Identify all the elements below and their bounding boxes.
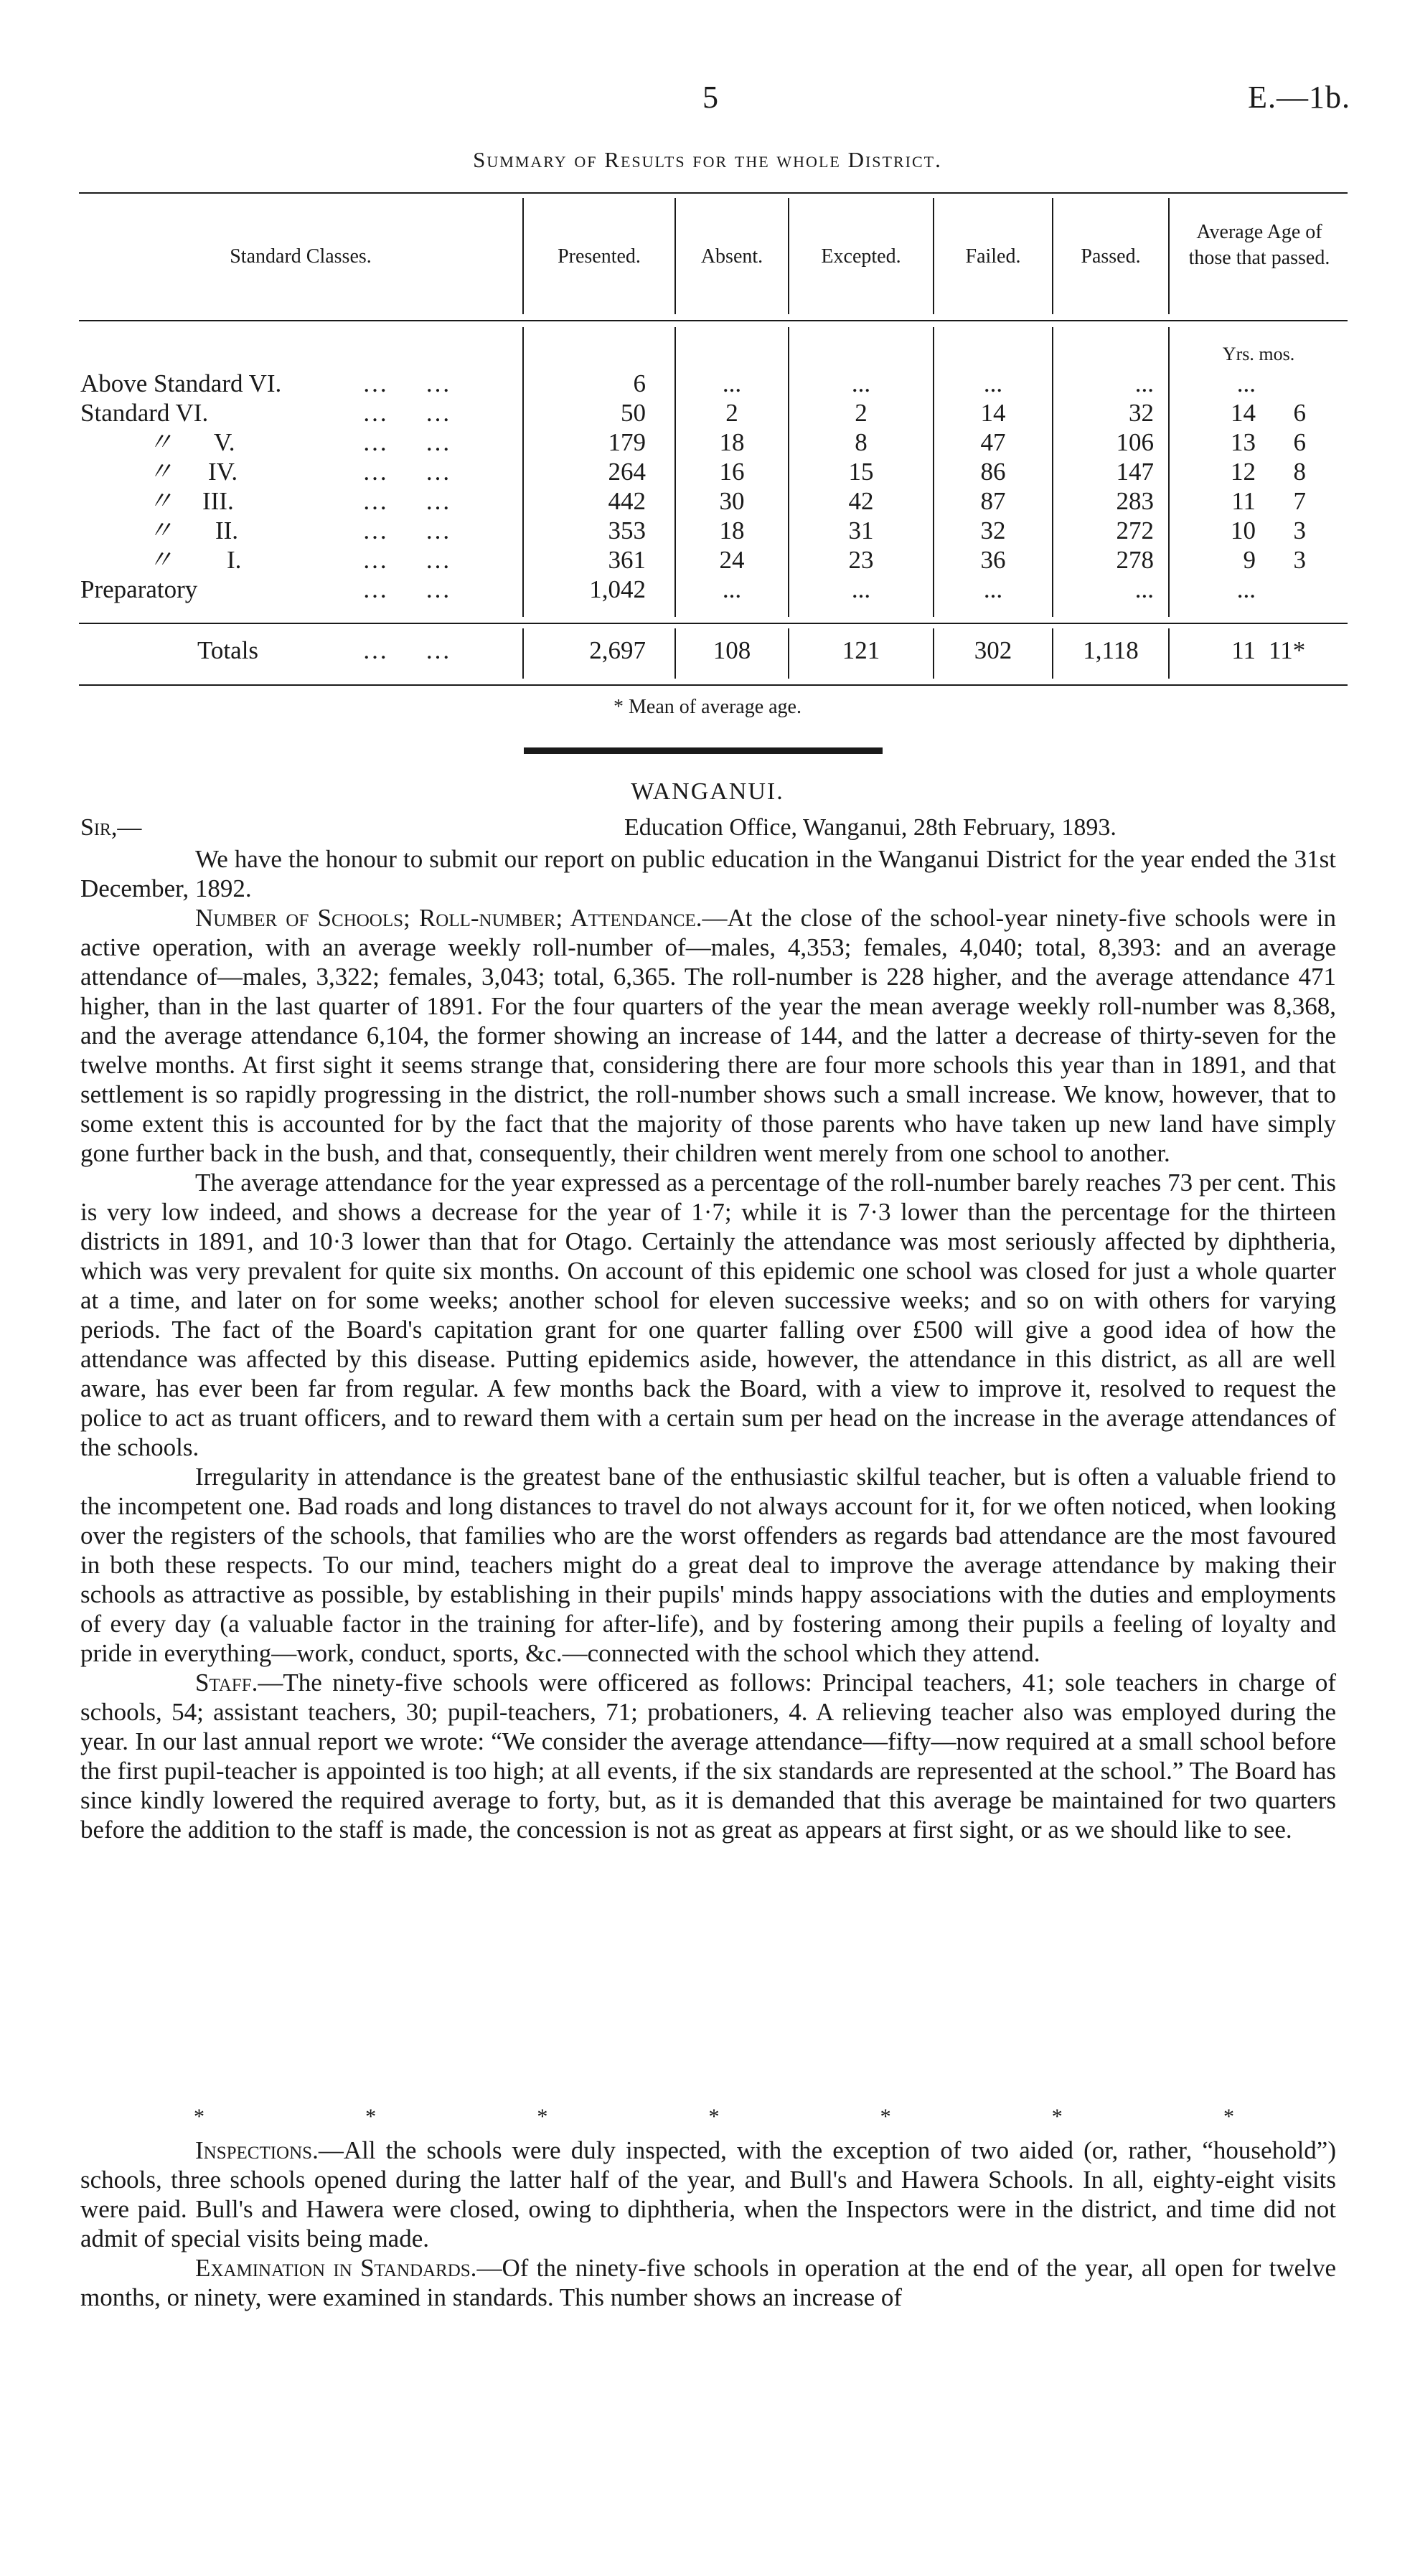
cell-age-years: 12: [1231, 458, 1256, 486]
paragraph-heading: Staff.: [195, 1669, 258, 1697]
col-header-presented: Presented.: [558, 245, 641, 268]
cell-absent: 30: [719, 487, 745, 515]
cell-absent: 24: [719, 546, 745, 574]
leader-dots: … …: [362, 516, 451, 544]
col-divider: [1168, 628, 1170, 679]
cell-age-years: 13: [1231, 428, 1256, 456]
cell-age-years: 9: [1243, 546, 1256, 574]
cell-age-years: 11: [1231, 487, 1256, 515]
table-title: Summary of Results for the whole District.: [473, 147, 942, 172]
paragraph-heading: Examination in Standards.: [195, 2254, 477, 2282]
cell-failed: ...: [983, 575, 1003, 603]
salutation: Sir,—: [80, 814, 142, 841]
cell-passed: 32: [1129, 399, 1154, 427]
leader-dots: … …: [362, 369, 451, 397]
total-excepted: 121: [842, 636, 880, 664]
cell-age-years: 10: [1231, 516, 1256, 544]
cell-passed: 106: [1116, 428, 1154, 456]
cell-absent: 18: [719, 428, 745, 456]
cell-age-years: ...: [1236, 369, 1256, 397]
header-rule: [79, 320, 1348, 321]
col-header-passed: Passed.: [1081, 245, 1141, 268]
cell-excepted: 42: [848, 487, 874, 515]
cell-passed: ...: [1134, 369, 1154, 397]
section-heading: WANGANUI.: [631, 778, 784, 805]
cell-absent: ...: [722, 575, 742, 603]
cell-presented: 264: [608, 458, 646, 486]
units-label: Yrs. mos.: [1222, 344, 1295, 364]
row-label: Standard VI.: [80, 399, 209, 427]
leader-dots: … …: [362, 575, 451, 603]
cell-passed: 147: [1116, 458, 1154, 486]
leader-dots: … …: [362, 636, 451, 664]
total-age-months: 11*: [1269, 636, 1306, 664]
dateline: Education Office, Wanganui, 28th February, 1893.: [624, 814, 1117, 841]
cell-absent: 18: [719, 516, 745, 544]
leader-dots: … …: [362, 458, 451, 486]
omission-stars: * * * * * * *: [194, 2105, 1234, 2128]
paragraph-examination: Examination in Standards.—Of the ninety-five schools in operation at the end of the year, all open for twelve months, or ninety, were examined in standards. This number shows an increase of: [80, 2254, 1336, 2311]
paragraph-heading: Number of Schools; Roll-number; Attendance.: [195, 904, 702, 932]
col-header-failed: Failed.: [965, 245, 1021, 268]
document-code: E.—1b.: [1248, 80, 1350, 115]
cell-absent: 2: [725, 399, 738, 427]
report-body-continued: [80, 2136, 1336, 2312]
report-body: [80, 844, 1336, 1844]
paragraph-roll-number: Number of Schools; Roll-number; Attendance.—At the close of the school-year ninety-five schools were in active operation, with an average weekly roll-number of—males, 4,353; females, 4,040; total, 8,393: and an average attendance of—males, 3,322; females, 3,043; total, 6,365. The roll-number is 228 higher, and the average attendance 471 higher, than in the last quarter of 1891. For the four quarters of the year the mean average weekly roll-number was 8,368, and the average attendance 6,104, the former showing an increase of 144, and the latter a decrease of thirty-seven for the twelve months. At first sight it seems strange that, considering there are four more schools this year than in 1891, and that settlement is so rapidly progressing in the district, the roll-number shows such a small increase. We know, however, that to some extent this is accounted for by the fact that the majority of those parents who have taken up new land have simply gone further back in the bush, and that, consequently, their children went merely from one school to another.: [80, 904, 1336, 1167]
paragraph-staff: Staff.—The ninety-five schools were officered as follows: Principal teachers, 41; sole teachers in charge of schools, 54; assistant teachers, 30; pupil-teachers, 71; probationers, 4. A relieving teacher also was employed during the year. In our last annual report we wrote: “We consider the average attendance—fifty—now required at a small school before the first pupil-teacher is appointed is too high; at all events, if the six standards are represented at the school.” The Board has since kindly lowered the required average to forty, but, as it is demanded that this average be maintained for two quarters before the addition to the staff is made, the concession is not as great as appears at first sight, or as we should like to see.: [80, 1669, 1336, 1844]
total-absent: 108: [713, 636, 751, 664]
totals-rule: [79, 623, 1348, 624]
total-failed: 302: [974, 636, 1012, 664]
row-label: Above Standard VI.: [80, 369, 282, 397]
cell-age-months: 6: [1293, 399, 1306, 427]
cell-presented: 442: [608, 487, 646, 515]
cell-absent: 16: [719, 458, 745, 486]
paragraph-irregularity: Irregularity in attendance is the greatest bane of the enthusiastic skilful teacher, but is often a valuable friend to the incompetent one. Bad roads and long distances to travel do not always account for it, for we often noticed, when looking over the registers of the schools, that families who are the worst offenders as regards bad attendance are the most favoured in both these respects. To our mind, teachers might do a great deal to improve the average attendance by making their schools as attractive as possible, by establishing in their pupils' minds happy associations with the duties and employments of every day (a valuable factor in the training for after-life), and by fostering among their pupils a feeling of loyalty and pride in everything—work, conduct, sports, &c.—connected with the school which they attend.: [80, 1463, 1336, 1667]
table-footnote: * Mean of average age.: [614, 696, 801, 718]
table-top-rule: [79, 192, 1348, 194]
cell-age-months: 8: [1293, 458, 1306, 486]
total-passed: 1,118: [1083, 636, 1139, 664]
cell-excepted: 15: [848, 458, 874, 486]
paragraph-heading: Inspections.: [195, 2136, 319, 2164]
paragraph-inspections: Inspections.—All the schools were duly inspected, with the exception of two aided (or, rather, “household”) schools, three schools opened during the latter half of the year, and Bull's and Hawera Schools. In all, eighty-eight visits were paid. Bull's and Hawera were closed, owing to diphtheria, when the Inspectors were in the district, and time did not admit of special visits being made.: [80, 2136, 1336, 2252]
col-header-average-age: Average Age of those that passed.: [1188, 221, 1330, 269]
section-divider: [524, 747, 883, 754]
paragraph-attendance: The average attendance for the year expressed as a percentage of the roll-number barely reaches 73 per cent. This is very low indeed, and shows a decrease for the year of 1·7; while it is 7·3 lower than the percentage for the thirteen districts in 1891, and 10·3 lower than that for Otago. Certainly the attendance was most seriously affected by diphtheria, which was very prevalent for quite six months. On account of this epidemic one school was closed for just a whole quarter at a time, and later on for some weeks; another school for eleven successive weeks; and so on with others for varying periods. The fact of the Board's capitation grant for one quarter falling over £500 will give a good idea of how the attendance was affected by this disease. Putting epidemics aside, however, the attendance in this district, as all are well aware, has ever been far from regular. A few months back the Board, with a view to improve it, resolved to request the police to act as truant officers, and to reward them with a certain sum per head on the increase in the average attendances of the schools.: [80, 1169, 1336, 1461]
leader-dots: … …: [362, 487, 451, 515]
cell-failed: 32: [980, 516, 1006, 544]
cell-presented: 50: [621, 399, 646, 427]
leader-dots: … …: [362, 546, 451, 574]
summary-table: Standard Classes. Presented. Absent. Excepted. Failed. Passed. Average Age of those that passed. Yrs. mos. Above Standard VI. Standard VI. 〃 V. 〃 IV. 〃 III. 〃 II. 〃 I. Preparatory … … … … … … … … … … … … … … … … 6 50 179 264 442 353 361 1,042 ... 2 18 16 30 18 24 ... ... 2 8 15 42 31 23 ... ... 14 47 86 87 32 36 ... ... 32 106 147 283 272 278 ... ... 14 13 12 11 10 9 ... 6 6 8 7 3 3 Totals … … 2,697 108 121 302 1,118 11 11*: [79, 192, 1348, 686]
cell-presented: 179: [608, 428, 646, 456]
col-header-absent: Absent.: [700, 245, 763, 268]
cell-excepted: 2: [855, 399, 868, 427]
cell-presented: 1,042: [589, 575, 646, 603]
cell-age-years: ...: [1236, 575, 1256, 603]
totals-label: Totals: [197, 636, 259, 664]
cell-age-months: 3: [1293, 516, 1306, 544]
col-header-excepted: Excepted.: [821, 245, 901, 268]
cell-failed: 47: [980, 428, 1006, 456]
cell-excepted: 23: [848, 546, 874, 574]
cell-failed: 87: [980, 487, 1006, 515]
cell-excepted: 31: [848, 516, 874, 544]
col-header-standard-classes: Standard Classes.: [230, 245, 372, 268]
row-label: Preparatory: [80, 575, 198, 603]
cell-presented: 6: [633, 369, 646, 397]
cell-passed: 278: [1116, 546, 1154, 574]
cell-age-months: 6: [1293, 428, 1306, 456]
col-divider: [1168, 198, 1170, 314]
cell-presented: 361: [608, 546, 646, 574]
paragraph-intro: We have the honour to submit our report on public education in the Wanganui District for the year ended the 31st December, 1892.: [80, 845, 1336, 902]
total-presented: 2,697: [589, 636, 646, 664]
page-number: 5: [702, 80, 718, 115]
cell-failed: 36: [980, 546, 1006, 574]
cell-excepted: ...: [851, 369, 871, 397]
cell-age-years: 14: [1231, 399, 1256, 427]
cell-failed: 86: [980, 458, 1006, 486]
cell-excepted: ...: [851, 575, 871, 603]
cell-passed: 272: [1116, 516, 1154, 544]
col-divider: [1168, 327, 1170, 617]
total-age-years: 11: [1231, 636, 1256, 664]
cell-absent: ...: [722, 369, 742, 397]
leader-dots: … …: [362, 428, 451, 456]
cell-excepted: 8: [855, 428, 868, 456]
cell-passed: ...: [1134, 575, 1154, 603]
leader-dots: … …: [362, 399, 451, 427]
cell-failed: ...: [983, 369, 1003, 397]
cell-age-months: 3: [1293, 546, 1306, 574]
table-bottom-rule: [79, 684, 1348, 686]
cell-presented: 353: [608, 516, 646, 544]
cell-age-months: 7: [1293, 487, 1306, 515]
cell-passed: 283: [1116, 487, 1154, 515]
cell-failed: 14: [980, 399, 1006, 427]
